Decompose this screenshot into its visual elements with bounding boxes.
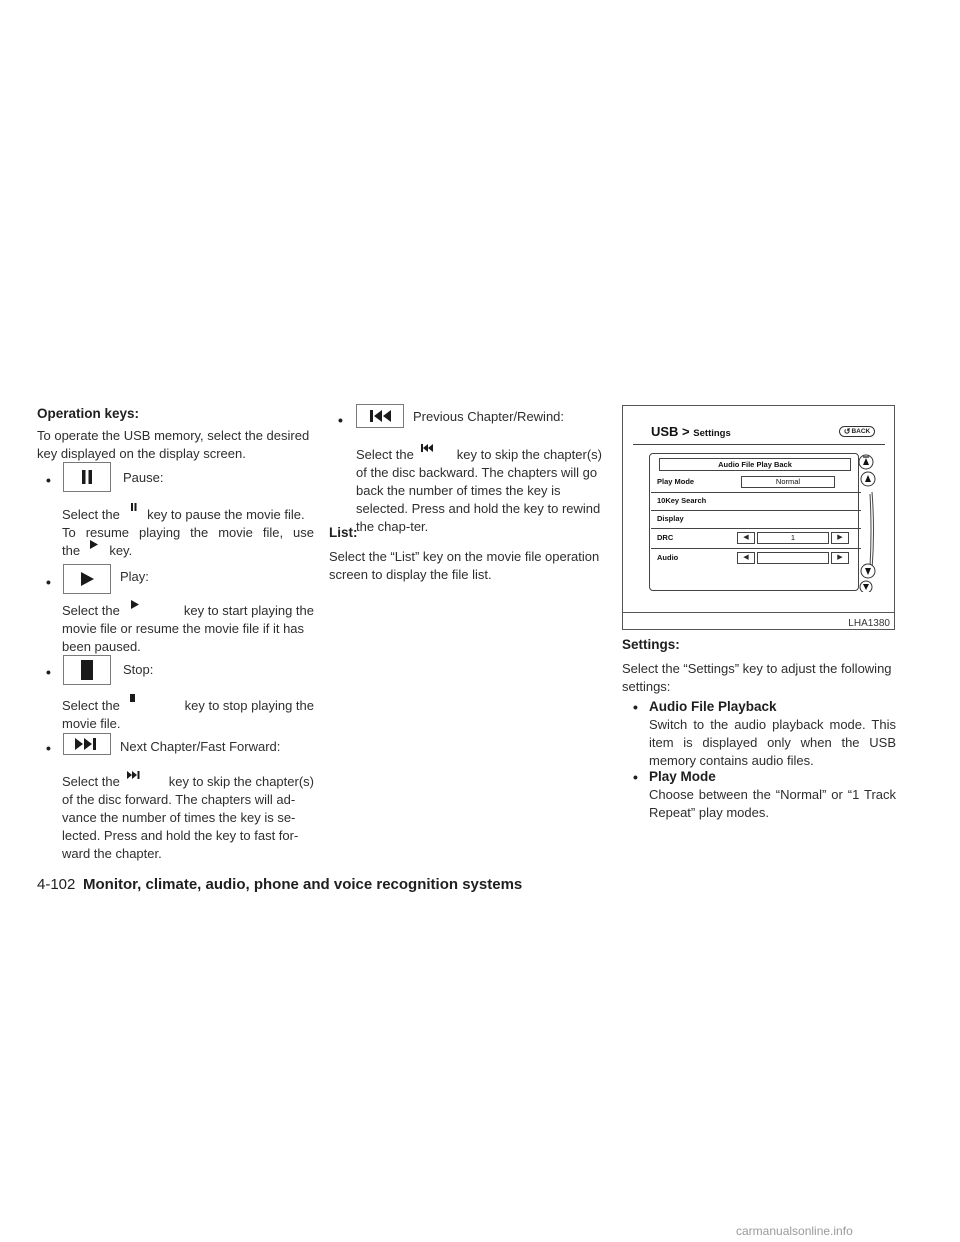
stop-key-label: Stop: xyxy=(123,662,154,677)
drc-right-arrow-icon[interactable]: ▶ xyxy=(831,532,849,544)
usb-settings-screen-figure xyxy=(622,405,895,630)
audio-left-arrow-icon[interactable]: ◀ xyxy=(737,552,755,564)
screen-divider xyxy=(633,444,885,445)
stop-icon xyxy=(79,659,95,681)
bullet-previous-chapter: • xyxy=(338,412,343,428)
bullet-audio-file-playback: • xyxy=(633,699,638,715)
audio-value-box xyxy=(757,552,829,564)
play-mode-text: Choose between the “Normal” or “1 Track Repeat” play modes. xyxy=(649,787,896,820)
screen-title: USB > Settings xyxy=(651,424,731,439)
figure-caption: LHA1380 xyxy=(848,618,890,629)
chapter-title: Monitor, climate, audio, phone and voice recognition systems xyxy=(83,876,523,893)
next-chapter-key-description: Select the key to skip the chapter(s) of the disc forward. The chapters will ad-vance the number of times the key is se-lected. Press and hold the key to fast for-ward the chapter. xyxy=(62,773,314,863)
previous-chapter-icon xyxy=(366,409,394,423)
play-icon xyxy=(79,571,95,587)
previous-chapter-key-button[interactable] xyxy=(356,404,404,428)
previous-chapter-key-description: Select the key to skip the chapter(s) of the disc backward. The chapters will go back the number of times the key is selected. Press and hold the key to rewind the chap-ter. xyxy=(356,446,602,536)
pause-key-label: Pause: xyxy=(123,470,164,485)
screen-back-button[interactable]: ↺ BACK xyxy=(839,426,875,437)
play-key-button[interactable] xyxy=(63,564,111,594)
screen-scroll-controls[interactable] xyxy=(855,450,879,592)
settings-intro: Select the “Settings” key to adjust the following settings: xyxy=(622,661,892,694)
next-chapter-key-button[interactable] xyxy=(63,733,111,755)
operation-keys-intro: To operate the USB memory, select the desired key displayed on the display screen. xyxy=(37,428,310,461)
audio-file-playback-title: Audio File Playback xyxy=(649,699,777,714)
pause-key-button[interactable] xyxy=(63,462,111,492)
stop-key-button[interactable] xyxy=(63,655,111,685)
screen-row-play-mode[interactable]: Play Mode Normal xyxy=(651,473,861,493)
pause-key-description: Select the key to pause the movie file. To resume playing the movie file, use the key. xyxy=(62,506,314,560)
play-key-label: Play: xyxy=(120,569,149,584)
next-chapter-inline-icon xyxy=(123,771,145,785)
watermark: carmanualsonline.info xyxy=(736,1224,853,1238)
screen-caption-divider xyxy=(623,612,894,613)
screen-row-drc[interactable]: DRC ◀ 1 ▶ xyxy=(651,529,861,549)
pause-icon xyxy=(80,469,94,485)
play-inline-icon-2 xyxy=(123,600,145,614)
stop-inline-icon xyxy=(123,694,145,708)
play-key-description: Select the key to start playing the movie file or resume the movie file if it has been paused. xyxy=(62,602,314,656)
drc-left-arrow-icon[interactable]: ◀ xyxy=(737,532,755,544)
drc-value-box: 1 xyxy=(757,532,829,544)
previous-chapter-inline-icon xyxy=(417,444,439,458)
screen-row-10key-search[interactable]: 10Key Search xyxy=(651,493,861,511)
operation-keys-heading: Operation keys: xyxy=(37,406,140,421)
audio-right-arrow-icon[interactable]: ▶ xyxy=(831,552,849,564)
bullet-next-chapter: • xyxy=(46,740,51,756)
screen-row-display[interactable]: Display xyxy=(651,511,861,529)
stop-key-description: Select the key to stop playing the movie file. xyxy=(62,697,314,733)
screen-row-audio[interactable]: Audio ◀ ▶ xyxy=(651,549,861,569)
play-mode-value-box: Normal xyxy=(741,476,835,488)
play-mode-title: Play Mode xyxy=(649,769,716,784)
page-footer xyxy=(37,876,522,894)
bullet-stop: • xyxy=(46,664,51,680)
screen-section-title[interactable]: Audio File Play Back xyxy=(659,458,851,471)
settings-heading: Settings: xyxy=(622,637,680,652)
page-number: 4-102 xyxy=(37,876,76,893)
back-arrow-icon: ↺ xyxy=(843,426,851,436)
bullet-play: • xyxy=(46,574,51,590)
pause-inline-icon xyxy=(123,503,143,517)
previous-chapter-key-label: Previous Chapter/Rewind: xyxy=(413,409,565,424)
next-chapter-key-label: Next Chapter/Fast Forward: xyxy=(120,739,281,754)
play-inline-icon xyxy=(84,540,106,554)
bullet-play-mode: • xyxy=(633,769,638,785)
list-description: Select the “List” key on the movie file operation screen to display the file list. xyxy=(329,549,600,582)
audio-file-playback-text: Switch to the audio playback mode. This item is displayed only when the USB memory contains audio files. xyxy=(649,717,896,768)
list-heading: List: xyxy=(329,525,358,540)
bullet-pause: • xyxy=(46,472,51,488)
next-chapter-icon xyxy=(73,737,101,751)
